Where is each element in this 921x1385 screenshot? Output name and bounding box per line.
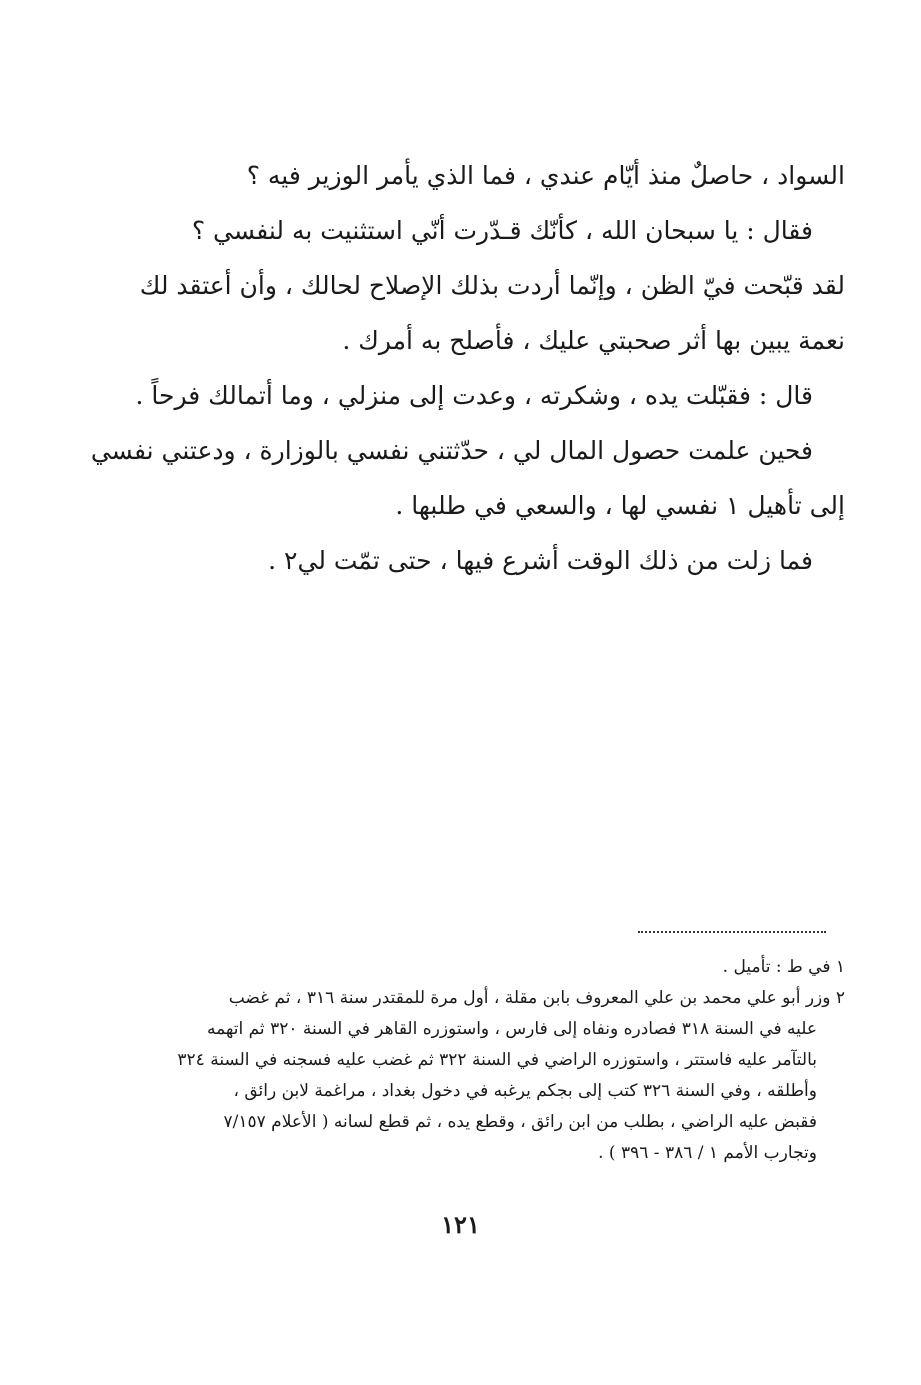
footnote-2-line-5: فقبض عليه الراضي ، بطلب من ابن رائق ، وقطع يده ، ثم قطع لسانه ( الأعلام ٧/١٥٧ xyxy=(223,1112,817,1132)
body-line-3: لقد قبّحت فيّ الظن ، وإنّما أردت بذلك الإصلاح لحالك ، وأن أعتقد لك xyxy=(139,271,845,300)
footnote-2-line-1: ٢ وزر أبو علي محمد بن علي المعروف بابن مقلة ، أول مرة للمقتدر سنة ٣١٦ ، ثم غضب xyxy=(228,988,845,1008)
body-text xyxy=(90,148,845,588)
footnote-2-line-4: وأطلقه ، وفي السنة ٣٢٦ كتب إلى بجكم يرغبه في دخول بغداد ، مراغمة لابن رائق ، xyxy=(233,1081,817,1101)
footnotes xyxy=(150,952,845,1169)
body-line-6: فحين علمت حصول المال لي ، حدّثتني نفسي بالوزارة ، ودعتني نفسي xyxy=(90,436,813,465)
footnote-2-line-6: وتجارب الأمم ١ / ٣٨٦ - ٣٩٦ ) . xyxy=(598,1143,817,1163)
footnote-separator xyxy=(638,931,826,933)
footnote-2-line-3: بالتآمر عليه فاستتر ، واستوزره الراضي في السنة ٣٢٢ ثم غضب عليه فسجنه في السنة ٣٢٤ xyxy=(177,1050,817,1070)
page-number: ١٢١ xyxy=(441,1210,480,1239)
body-line-5: قال : فقبّلت يده ، وشكرته ، وعدت إلى منزلي ، وما أتمالك فرحاً . xyxy=(135,381,813,410)
body-line-8: فما زلت من ذلك الوقت أشرع فيها ، حتى تمّت لي٢ . xyxy=(268,546,813,575)
body-line-1: السواد ، حاصلٌ منذ أيّام عندي ، فما الذي يأمر الوزير فيه ؟ xyxy=(246,161,845,190)
body-line-7: إلى تأهيل ١ نفسي لها ، والسعي في طلبها . xyxy=(395,491,845,520)
body-line-2: فقال : يا سبحان الله ، كأنّك قـدّرت أنّي استثنيت به لنفسي ؟ xyxy=(191,216,813,245)
body-line-4: نعمة يبين بها أثر صحبتي عليك ، فأصلح به أمرك . xyxy=(342,326,845,355)
footnote-1: ١ في ط : تأميل . xyxy=(722,957,845,977)
footnote-2-line-2: عليه في السنة ٣١٨ فصادره ونفاه إلى فارس ، واستوزره القاهر في السنة ٣٢٠ ثم اتهمه xyxy=(206,1019,817,1039)
